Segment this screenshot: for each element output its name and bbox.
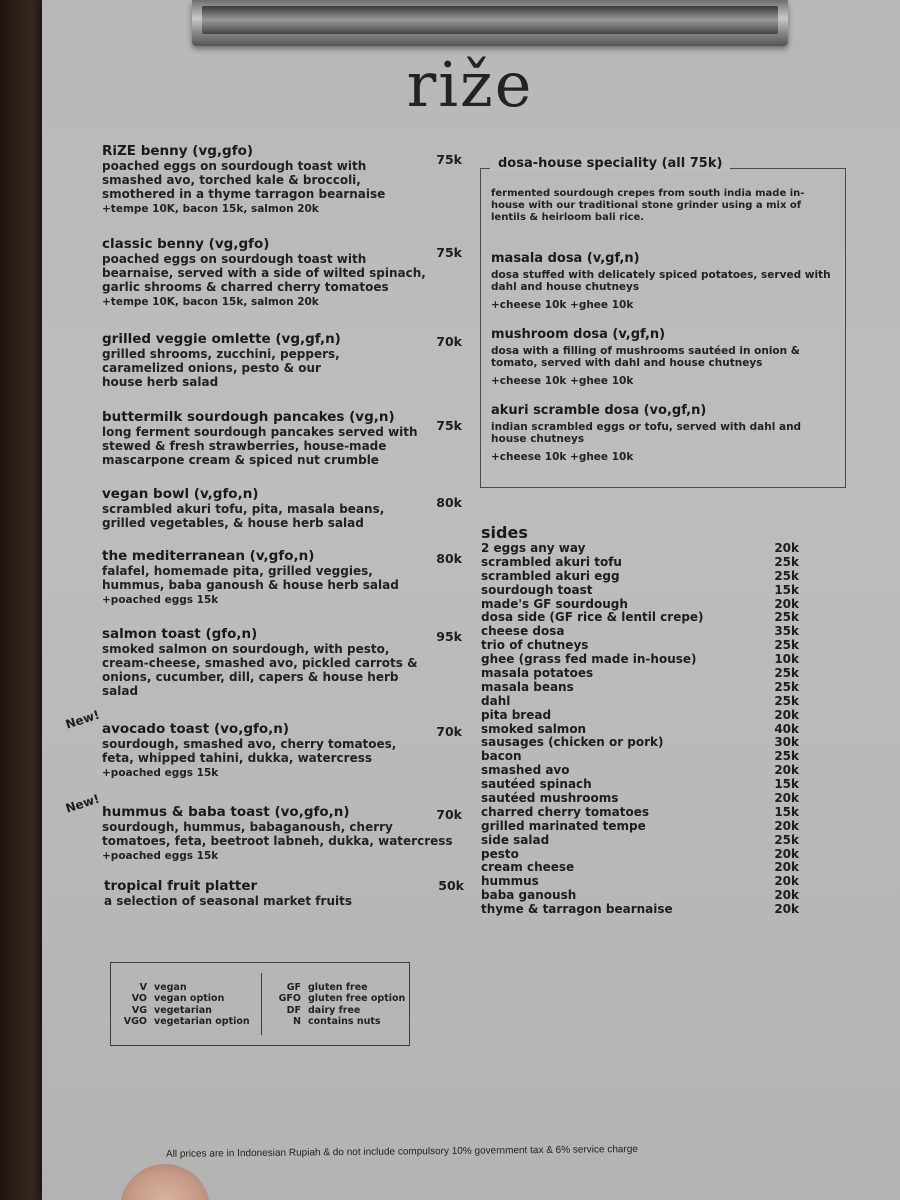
description-line: tomatoes, feta, beetroot labneh, dukka, watercress <box>102 834 453 848</box>
side-item <box>481 875 799 889</box>
side-item <box>481 806 799 820</box>
legend-key: VO <box>131 993 147 1005</box>
side-item-name: charred cherry tomatoes <box>481 804 649 819</box>
side-item-price: 20k <box>774 888 799 903</box>
description-line: house herb salad <box>102 375 219 389</box>
legend-value: contains nuts <box>308 1016 381 1028</box>
menu-item-description <box>104 894 464 908</box>
side-item-name: sautéed mushrooms <box>481 791 619 806</box>
side-item-price: 20k <box>774 541 799 555</box>
side-item <box>481 667 799 681</box>
menu-item-name: salmon toast (gfo,n) <box>102 626 258 642</box>
legend-key: V <box>139 982 147 993</box>
side-item <box>481 848 799 862</box>
side-item-price: 20k <box>774 846 799 861</box>
side-item-price: 15k <box>774 777 799 792</box>
menu-item-name: grilled veggie omlette (vg,gf,n) <box>102 331 341 347</box>
menu-item <box>102 626 462 698</box>
side-item-name: made's GF sourdough <box>481 596 628 611</box>
brand-logo: riže <box>406 48 534 121</box>
side-item-name: scrambled akuri tofu <box>481 554 622 569</box>
side-item-name: ghee (grass fed made in-house) <box>481 652 697 667</box>
side-item <box>481 611 799 625</box>
side-item-price: 15k <box>774 804 799 819</box>
legend-entry <box>121 982 250 993</box>
side-item-price: 20k <box>774 860 799 875</box>
legend-left-column <box>121 982 250 1028</box>
menu-item <box>104 878 464 908</box>
dosa-item-description: indian scrambled eggs or tofu, served with dahl and house chutneys <box>491 421 802 445</box>
menu-item-price: 95k <box>436 629 462 644</box>
dosa-item <box>491 251 839 311</box>
side-item-price: 20k <box>774 596 799 611</box>
menu-item-extras: +tempe 10K, bacon 15k, salmon 20k <box>102 296 319 308</box>
menu-item-description <box>102 252 462 294</box>
side-item-price: 20k <box>774 902 799 917</box>
side-item <box>481 861 799 875</box>
legend-value: gluten free option <box>308 993 406 1005</box>
side-item-name: thyme & tarragon bearnaise <box>481 902 673 917</box>
dosa-item-name: akuri scramble dosa (vo,gf,n) <box>491 403 707 418</box>
legend-entry <box>273 982 405 993</box>
legend-key: DF <box>286 1004 301 1016</box>
side-item <box>481 625 799 639</box>
side-item <box>481 598 799 612</box>
description-line: sourdough, smashed avo, cherry tomatoes, <box>102 737 397 751</box>
menu-item-price: 80k <box>436 551 462 566</box>
menu-item-extras: +poached eggs 15k <box>102 850 219 862</box>
side-item <box>481 639 799 653</box>
side-item-price: 25k <box>774 610 799 625</box>
dosa-item-description: dosa stuffed with delicately spiced potatoes, served with dahl and house chutneys <box>491 269 831 293</box>
side-item-name: pesto <box>481 846 519 861</box>
side-item-price: 20k <box>774 763 799 778</box>
menu-item-description <box>102 737 462 765</box>
legend-entry <box>273 1016 405 1027</box>
menu-item-description <box>102 159 462 201</box>
side-item-price: 25k <box>774 679 799 694</box>
side-item-name: pita bread <box>481 707 552 722</box>
description-line: grilled vegetables, & house herb salad <box>102 516 364 530</box>
menu-item-name: buttermilk sourdough pancakes (vg,n) <box>102 409 395 425</box>
menu-item-name: classic benny (vg,gfo) <box>102 236 270 252</box>
dosa-item <box>491 327 839 387</box>
side-item-price: 25k <box>774 693 799 708</box>
description-line: smashed avo, torched kale & broccoli, <box>102 173 361 187</box>
side-item-name: trio of chutneys <box>481 638 589 653</box>
side-item-name: smoked salmon <box>481 721 587 736</box>
side-item-price: 10k <box>774 652 799 667</box>
side-item-name: 2 eggs any way <box>481 541 586 555</box>
side-item-name: masala potatoes <box>481 666 594 681</box>
description-line: bearnaise, served with a side of wilted spinach, <box>102 266 426 280</box>
description-line: feta, whipped tahini, dukka, watercress <box>102 751 372 765</box>
side-item <box>481 695 799 709</box>
side-item <box>481 584 799 598</box>
side-item-price: 25k <box>774 832 799 847</box>
menu-item-name: RiZE benny (vg,gfo) <box>102 143 254 159</box>
dosa-item-extras: +cheese 10k +ghee 10k <box>491 299 634 311</box>
side-item-name: smashed avo <box>481 763 570 778</box>
new-badge: New! <box>63 791 102 816</box>
new-badge: New! <box>63 707 102 732</box>
side-item-name: baba ganoush <box>481 888 577 903</box>
description-line: hummus, baba ganoush & house herb salad <box>102 578 399 592</box>
side-item <box>481 889 799 903</box>
side-item-price: 35k <box>774 624 799 639</box>
legend-key: N <box>293 1016 301 1028</box>
description-line: poached eggs on sourdough toast with <box>102 159 367 173</box>
side-item <box>481 834 799 848</box>
legend-value: vegan <box>154 982 187 993</box>
clip-bar <box>202 6 778 34</box>
description-line: a selection of seasonal market fruits <box>104 894 352 908</box>
description-line: caramelized onions, pesto & our <box>102 361 321 375</box>
menu-item <box>102 331 462 389</box>
description-line: grilled shrooms, zucchini, peppers, <box>102 347 340 361</box>
legend-key: GFO <box>278 993 301 1005</box>
dosa-item <box>491 403 839 463</box>
side-item-name: hummus <box>481 874 539 889</box>
side-item-name: sautéed spinach <box>481 777 592 792</box>
legend-value: vegetarian option <box>154 1016 250 1028</box>
side-item-price: 40k <box>774 721 799 736</box>
description-line: mascarpone cream & spiced nut crumble <box>102 453 379 467</box>
legend-value: vegan option <box>154 993 225 1005</box>
menu-item-description <box>102 425 462 467</box>
side-item-name: dahl <box>481 693 511 708</box>
side-item-name: sausages (chicken or pork) <box>481 735 664 750</box>
legend-right-column <box>273 982 405 1028</box>
legend-divider <box>261 973 262 1035</box>
menu-item-description <box>102 642 462 698</box>
side-item-name: cheese dosa <box>481 624 565 639</box>
side-item-price: 25k <box>774 666 799 681</box>
menu-item-price: 70k <box>436 724 462 739</box>
legend-key: VGO <box>123 1016 147 1028</box>
menu-item-price: 75k <box>436 152 462 167</box>
dosa-intro: fermented sourdough crepes from south india made in-house with our traditional stone grinder using a mix of lentils & heirloom bali rice. <box>491 188 805 223</box>
side-item <box>481 681 799 695</box>
table-surface <box>0 0 48 1200</box>
side-item-price: 25k <box>774 749 799 764</box>
dosa-item-description: dosa with a filling of mushrooms sautéed in onion & tomato, served with dahl and house chutneys <box>491 345 800 369</box>
description-line: salad <box>102 684 139 698</box>
side-item-name: dosa side (GF rice & lentil crepe) <box>481 610 704 625</box>
legend-value: gluten free <box>308 982 368 993</box>
menu-item-description <box>102 502 462 530</box>
sides-list <box>481 542 799 917</box>
menu-item-description <box>102 347 462 389</box>
side-item-name: side salad <box>481 832 550 847</box>
side-item <box>481 820 799 834</box>
menu-item-price: 50k <box>438 878 464 893</box>
description-line: long ferment sourdough pancakes served with <box>102 425 418 439</box>
description-line: onions, cucumber, dill, capers & house herb <box>102 670 399 684</box>
legend-entry <box>273 993 405 1004</box>
side-item-price: 25k <box>774 568 799 583</box>
side-item <box>481 556 799 570</box>
menu-item-price: 75k <box>436 418 462 433</box>
menu-item-description <box>102 820 462 848</box>
description-line: stewed & fresh strawberries, house-made <box>102 439 387 453</box>
legend-entry <box>121 993 250 1004</box>
side-item-price: 20k <box>774 874 799 889</box>
description-line: scrambled akuri tofu, pita, masala beans, <box>102 502 385 516</box>
side-item-price: 25k <box>774 638 799 653</box>
side-item <box>481 764 799 778</box>
side-item <box>481 542 799 556</box>
side-item <box>481 723 799 737</box>
menu-item <box>102 409 462 467</box>
side-item-price: 25k <box>774 554 799 569</box>
side-item-price: 15k <box>774 582 799 597</box>
legend-entry <box>121 1005 250 1016</box>
menu-item-extras: +poached eggs 15k <box>102 767 219 779</box>
menu-item <box>102 721 462 780</box>
menu-item-price: 75k <box>436 245 462 260</box>
dosa-item-name: mushroom dosa (v,gf,n) <box>491 327 666 342</box>
menu-item <box>102 804 462 863</box>
menu-item-description <box>102 564 462 592</box>
description-line: smothered in a thyme tarragon bearnaise <box>102 187 386 201</box>
side-item <box>481 903 799 917</box>
sides-title: sides <box>481 523 528 542</box>
side-item-name: bacon <box>481 749 522 764</box>
side-item <box>481 750 799 764</box>
legend-value: vegetarian <box>154 1004 212 1016</box>
side-item <box>481 778 799 792</box>
menu-item <box>102 236 462 309</box>
legend-value: dairy free <box>308 1004 361 1016</box>
menu-item-price: 80k <box>436 495 462 510</box>
side-item-price: 30k <box>774 735 799 750</box>
side-item-name: cream cheese <box>481 860 575 875</box>
description-line: smoked salmon on sourdough, with pesto, <box>102 642 390 656</box>
menu-item-name: vegan bowl (v,gfo,n) <box>102 486 259 502</box>
dosa-item-name: masala dosa (v,gf,n) <box>491 251 640 266</box>
legend-key: GF <box>286 982 301 993</box>
description-line: garlic shrooms & charred cherry tomatoes <box>102 280 389 294</box>
side-item-price: 20k <box>774 707 799 722</box>
dosa-item-extras: +cheese 10k +ghee 10k <box>491 451 634 463</box>
side-item-name: grilled marinated tempe <box>481 818 646 833</box>
menu-item-extras: +tempe 10K, bacon 15k, salmon 20k <box>102 203 319 215</box>
side-item-name: scrambled akuri egg <box>481 568 620 583</box>
menu-item-name: tropical fruit platter <box>104 878 258 894</box>
side-item-name: sourdough toast <box>481 582 593 597</box>
side-item <box>481 653 799 667</box>
menu-item-price: 70k <box>436 807 462 822</box>
description-line: falafel, homemade pita, grilled veggies, <box>102 564 373 578</box>
legend-entry <box>273 1005 405 1016</box>
description-line: sourdough, hummus, babaganoush, cherry <box>102 820 393 834</box>
side-item <box>481 570 799 584</box>
dosa-section-title: dosa-house speciality (all 75k) <box>490 156 730 171</box>
menu-item-name: avocado toast (vo,gfo,n) <box>102 721 290 737</box>
menu-item-price: 70k <box>436 334 462 349</box>
clipboard-clip <box>192 0 788 46</box>
menu-item-extras: +poached eggs 15k <box>102 594 219 606</box>
dietary-legend <box>110 962 410 1046</box>
side-item <box>481 736 799 750</box>
side-item <box>481 709 799 723</box>
dosa-item-extras: +cheese 10k +ghee 10k <box>491 375 634 387</box>
side-item-price: 20k <box>774 818 799 833</box>
legend-entry <box>121 1016 250 1027</box>
menu-item-name: hummus & baba toast (vo,gfo,n) <box>102 804 350 820</box>
description-line: poached eggs on sourdough toast with <box>102 252 367 266</box>
price-footnote: All prices are in Indonesian Rupiah & do not include compulsory 10% government tax & 6% service charge <box>165 1143 638 1160</box>
legend-key: VG <box>131 1004 147 1016</box>
side-item-price: 20k <box>774 791 799 806</box>
menu-item <box>102 548 462 607</box>
menu-item <box>102 143 462 216</box>
menu-item <box>102 486 462 530</box>
side-item-name: masala beans <box>481 679 574 694</box>
side-item <box>481 792 799 806</box>
description-line: cream-cheese, smashed avo, pickled carrots & <box>102 656 418 670</box>
menu-item-name: the mediterranean (v,gfo,n) <box>102 548 315 564</box>
